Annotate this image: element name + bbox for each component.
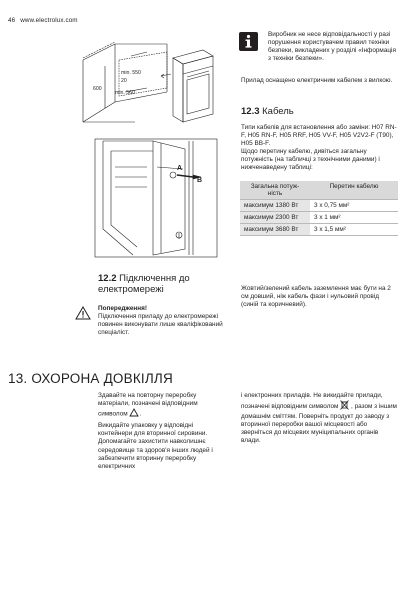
label-a: A bbox=[177, 165, 183, 172]
section-13-title: ОХОРОНА ДОВКІЛЛЯ bbox=[31, 371, 173, 386]
recycle-materials-sentence: Здавайте на повторну переробку матеріали, позначені відповідним символом bbox=[98, 392, 198, 418]
section-12-2-heading bbox=[98, 273, 208, 295]
page-header bbox=[8, 17, 78, 24]
electronic-devices-sentence: і електронних приладів. Не викидайте прилади, позначені відповідним символом bbox=[241, 392, 383, 411]
row-2-section: 3 x 1 мм² bbox=[310, 212, 398, 224]
dimension-20: 20 bbox=[121, 78, 127, 84]
page-number: 46 bbox=[8, 17, 16, 24]
cable-section-intro-text: Щодо перетину кабелю, дивіться загальну потужність (на табличці з технічними даними) і нижченаведену таблиці: bbox=[241, 148, 380, 172]
label-b: B bbox=[197, 177, 203, 184]
row-2-power: максимум 2300 Вт bbox=[240, 212, 310, 224]
row-1-power: максимум 1380 Вт bbox=[240, 200, 310, 212]
table-header-row bbox=[240, 181, 398, 200]
section-13-left-column bbox=[98, 392, 228, 471]
mounting-diagram-svg bbox=[93, 137, 219, 259]
cable-supplied-text: Прилад оснащено електричним кабелем з вилкою. bbox=[241, 77, 393, 84]
installation-diagram bbox=[75, 30, 215, 130]
disposal-instructions: , разом з іншим домашнім сміттям. Поверніть продукт до заводу з вторинної переробки вашої місцевості або зверніться до місцевих муніципальних органів влади. bbox=[241, 403, 397, 445]
section-13-number: 13. bbox=[8, 371, 28, 386]
section-12-2-title: Підключення до електромережі bbox=[98, 273, 190, 295]
info-icon bbox=[239, 32, 258, 51]
protect-environment-text: Допомагайте захистити навколишнє середовище та здоров'я інших людей і забезпечити вторинну переробку електричних bbox=[98, 438, 213, 470]
table-row bbox=[240, 224, 398, 236]
cable-table bbox=[240, 181, 398, 236]
row-1-section: 3 x 0,75 мм² bbox=[310, 200, 398, 212]
dimension-min560: min. 560 bbox=[115, 90, 135, 96]
cable-types-text: Типи кабелів для встановлення або заміни: H07 RN-F, H05 RN-F, H05 RRF, H05 VV-F, H05 V2V2-F (T90), H05 BB-F. bbox=[241, 124, 397, 148]
header-cable-section: Перетин кабелю bbox=[310, 181, 398, 200]
section-12-2-number: 12.2 bbox=[98, 273, 117, 284]
warning-title: Попередження! bbox=[98, 305, 148, 312]
recycle-icon bbox=[129, 408, 139, 420]
packaging-text: Викидайте упаковку у відповідні контейнери для вторинної сировини. bbox=[98, 422, 208, 438]
recycle-materials-text: Здавайте на повторну переробку матеріали, позначені відповідним символом . bbox=[98, 392, 228, 420]
warning-text: Підключення приладу до електромережі повинен виконувати лише кваліфікований спеціаліст. bbox=[98, 313, 223, 337]
earth-cable-text: Жовтий/зелений кабель заземлення має бути на 2 см довший, ніж кабель фази і нульовий провід (синій та коричневий). bbox=[241, 285, 391, 309]
mounting-diagram bbox=[93, 137, 219, 259]
dimension-min550: min. 550 bbox=[121, 70, 141, 76]
section-13-right-column bbox=[241, 392, 397, 446]
row-3-power: максимум 3680 Вт bbox=[240, 224, 310, 236]
website-url: www.electrolux.com bbox=[20, 17, 78, 24]
cable-table-grid bbox=[240, 181, 398, 236]
row-3-section: 3 x 1,5 мм² bbox=[310, 224, 398, 236]
section-12-3-heading bbox=[241, 106, 294, 117]
dimension-600: 600 bbox=[93, 86, 102, 92]
table-row bbox=[240, 212, 398, 224]
crossed-bin-icon bbox=[340, 400, 349, 413]
header-total-power: Загальна потуж-ність bbox=[240, 181, 310, 200]
section-12-3-number: 12.3 bbox=[241, 106, 260, 117]
table-row bbox=[240, 200, 398, 212]
installation-diagram-svg bbox=[75, 30, 215, 130]
section-12-3-title: Кабель bbox=[262, 106, 294, 117]
section-13-heading bbox=[8, 371, 173, 386]
info-note-text: Виробник не несе відповідальності у разі порушення користувачем правил техніки безпеки, викладених у розділі «Інформація з техніки безпеки». bbox=[268, 31, 396, 63]
warning-triangle-icon bbox=[75, 306, 91, 320]
